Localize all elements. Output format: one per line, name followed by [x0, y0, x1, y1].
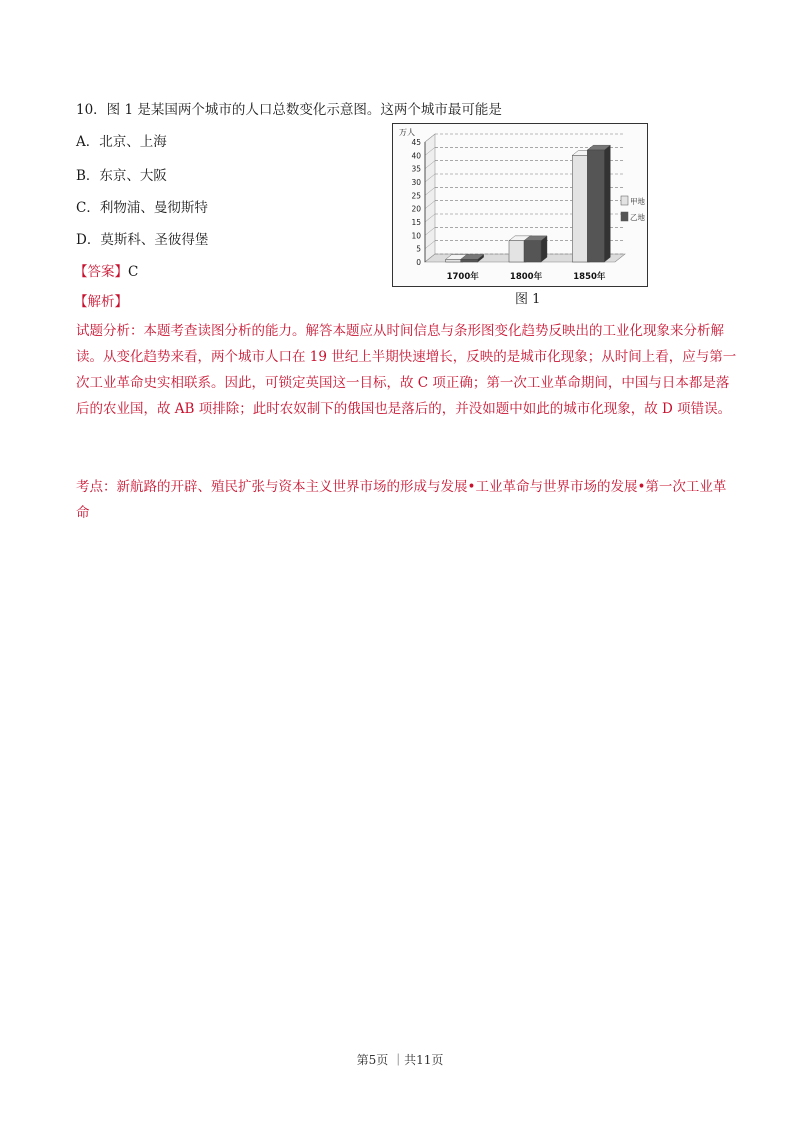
x-tick-label: 1800年: [509, 272, 543, 282]
y-tick-label: 15: [411, 218, 421, 227]
population-bar-chart: [393, 124, 647, 286]
legend-swatch: [621, 212, 628, 221]
y-tick-label: 45: [411, 138, 421, 147]
option-d: D．莫斯科、圣彼得堡: [76, 232, 209, 248]
y-tick-label: 25: [411, 191, 421, 201]
answer-tag: 【答案】: [74, 264, 128, 280]
analysis-tag: 【解析】: [74, 294, 128, 310]
bar-乙地-1850年: [587, 150, 604, 262]
x-tick-label: 1700年: [446, 272, 479, 282]
bar-甲地-1800年: [509, 241, 526, 262]
kaodian-text: 考点：新航路的开辟、殖民扩张与资本主义世界市场的形成与发展•工业革命与世界市场的发展•第一次工业革命: [76, 479, 727, 521]
y-tick-label: 0: [416, 258, 421, 267]
figure-caption: 图 1: [515, 292, 541, 307]
answer-value: C: [128, 264, 139, 280]
option-b: B．东京、大阪: [76, 168, 167, 184]
y-tick-label: 10: [411, 231, 421, 241]
y-tick-label: 5: [416, 244, 421, 254]
option-c: C．利物浦、曼彻斯特: [76, 200, 208, 216]
legend-label: 甲地: [630, 197, 645, 206]
analysis-text: 试题分析：本题考查读图分析的能力。解答本题应从时间信息与条形图变化趋势反映出的工业化现象来分析解读。从变化趋势来看，两个城市人口在 19 世纪上半期快速增长，反映的是城市化现象；从时间上看，应与第一次工业革命史实相联系。因此，可锁定英国这一目标，故 C 项正确；第一次工业革命期间，中国与日本都是落后的农业国，故 AB 项排除；此时农奴制下的俄国也是落后的，并没如题中如此的城市化现象，故 D 项错误。: [76, 323, 737, 417]
y-tick-label: 30: [411, 178, 421, 187]
y-tick-label: 40: [411, 151, 421, 161]
chart-frame: [392, 123, 648, 287]
question-stem: 10．图 1 是某国两个城市的人口总数变化示意图。这两个城市最可能是: [76, 102, 502, 118]
bar-side: [604, 145, 610, 262]
bar-乙地-1700年: [461, 259, 478, 262]
option-a: A．北京、上海: [76, 134, 167, 150]
bar-甲地-1850年: [572, 155, 589, 262]
chart-side-wall: [425, 134, 435, 262]
bar-乙地-1800年: [524, 241, 541, 262]
legend-swatch: [621, 196, 628, 205]
x-tick-label: 1850年: [573, 272, 606, 282]
y-tick-label: 35: [411, 164, 421, 174]
answer-line: [74, 260, 138, 280]
page-footer: 第5页 ｜共11页: [356, 1053, 444, 1067]
legend-label: 乙地: [630, 213, 645, 222]
bar-甲地-1700年: [446, 259, 463, 262]
y-tick-label: 20: [411, 204, 421, 214]
y-axis-label: 万人: [399, 128, 415, 137]
